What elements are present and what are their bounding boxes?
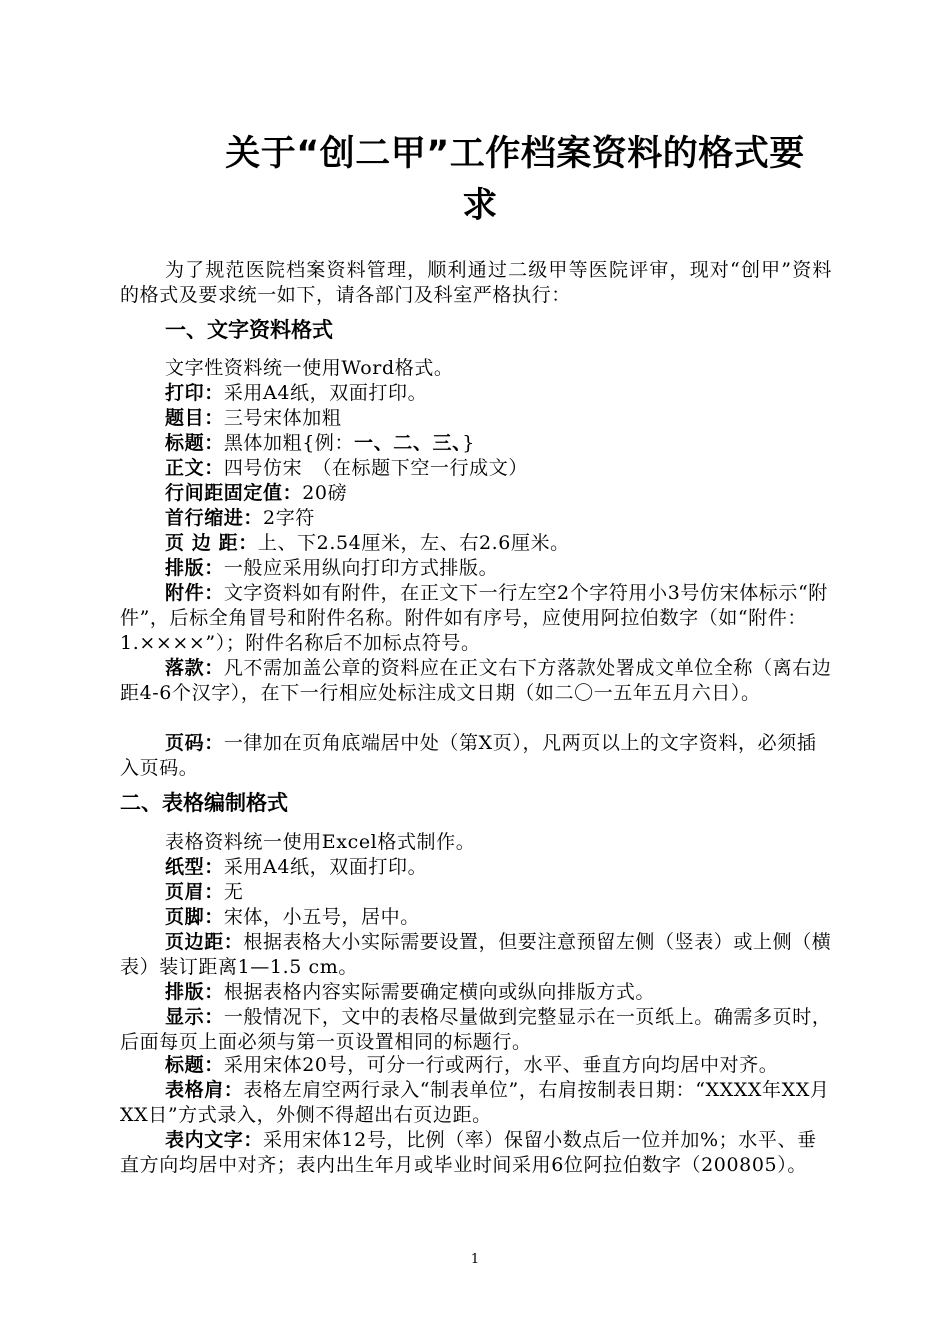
- item-key: 页眉：: [165, 881, 224, 903]
- item-key: 页码：: [165, 732, 224, 754]
- item-value: 一般应采用纵向打印方式排版。: [223, 557, 499, 579]
- item-value: 采用宋体12号，比例（率）保留小数点后一位并加%；水平、垂直方向均居中对齐；表内出生年月或毕业时间采用6位阿拉伯数字（200805）。: [120, 1129, 817, 1176]
- s2-item-title: [120, 1053, 832, 1078]
- s1-item-subject: [120, 406, 832, 431]
- item-value: 2字符: [263, 507, 315, 529]
- section-1-heading: 一、文字资料格式: [165, 318, 333, 342]
- s1-item-page-number: [120, 731, 832, 781]
- item-value: 根据表格大小实际需要设置，但要注意预留左侧（竖表）或上侧（横表）装订距离1—1.5 cm。: [120, 931, 832, 978]
- item-key: 附件：: [165, 582, 224, 604]
- s1-item-line-spacing: [120, 481, 832, 506]
- s2-item-table-text: [120, 1128, 832, 1178]
- s1-item-heading: [120, 431, 832, 456]
- item-value: 根据表格内容实际需要确定横向或纵向排版方式。: [223, 981, 656, 1003]
- s1-item-body: [120, 456, 832, 481]
- s1-item-print: [120, 381, 832, 406]
- title-line-1: 关于“创二甲”工作档案资料的格式要: [225, 134, 805, 174]
- item-key: 显示：: [165, 1006, 224, 1028]
- item-key: 正文：: [165, 457, 224, 479]
- item-value: 宋体，小五号，居中。: [223, 906, 420, 928]
- item-value: 一律加在页角底端居中处（第X页），凡两页以上的文字资料，必须插入页码。: [120, 732, 817, 779]
- item-key: 题目：: [165, 407, 224, 429]
- section-1-lead: 文字性资料统一使用Word格式。: [165, 357, 454, 379]
- item-key: 排版：: [165, 981, 224, 1003]
- item-key: 落款：: [165, 657, 224, 679]
- section-2-lead: 表格资料统一使用Excel格式制作。: [165, 831, 476, 853]
- item-value: 采用A4纸，双面打印。: [223, 856, 428, 878]
- item-value: 表格左肩空两行录入“制表单位”，右肩按制表日期：“XXXX年XX月XX日”方式录入，外侧不得超出右页边距。: [120, 1079, 830, 1126]
- item-key: 表格肩：: [165, 1079, 244, 1101]
- item-key: 表内文字：: [165, 1129, 264, 1151]
- item-key: 页脚：: [165, 906, 224, 928]
- item-value: 凡不需加盖公章的资料应在正文右下方落款处署成文单位全称（离右边距4-6个汉字），在下一行相应处标注成文日期（如二〇一五年五月六日）。: [120, 657, 832, 704]
- item-key: 打印：: [165, 382, 224, 404]
- item-value: 黑体加粗{例：: [223, 432, 355, 454]
- s2-item-header: [120, 880, 832, 905]
- s1-item-first-indent: [120, 506, 832, 531]
- title-line-2: 求: [462, 186, 498, 226]
- item-key: 行间距固定值：: [165, 482, 303, 504]
- item-key: 页 边 距：: [165, 532, 258, 554]
- s2-item-table-shoulder: [120, 1078, 832, 1128]
- item-value: 上、下2.54厘米，左、右2.6厘米。: [257, 532, 570, 554]
- item-value: 20磅: [302, 482, 348, 504]
- s2-item-layout: [120, 980, 832, 1005]
- s2-item-margins: [120, 930, 832, 980]
- item-bold-example: 一、二、三、: [354, 432, 463, 454]
- page-number: 1: [470, 1252, 480, 1267]
- item-value: 采用宋体20号，可分一行或两行，水平、垂直方向均居中对齐。: [223, 1054, 779, 1076]
- item-value: 采用A4纸，双面打印。: [223, 382, 428, 404]
- item-value: 三号宋体加粗: [223, 407, 342, 429]
- item-key: 排版：: [165, 557, 224, 579]
- item-value: 文字资料如有附件，在正文下一行左空2个字符用小3号仿宋体标示“附件”，后标全角冒号和附件名称。附件如有序号，应使用阿拉伯数字（如“附件：1.××××”）；附件名称后不加标点符号。: [120, 582, 828, 654]
- item-value: 无: [223, 881, 244, 903]
- item-tail: }: [462, 432, 475, 454]
- item-key: 首行缩进：: [165, 507, 264, 529]
- item-value: 四号仿宋 （在标题下空一行成文）: [223, 457, 528, 479]
- item-key: 标题：: [165, 432, 224, 454]
- s2-item-display: [120, 1005, 832, 1055]
- intro-paragraph: 为了规范医院档案资料管理，顺利通过二级甲等医院评审，现对“创甲”资料的格式及要求统一如下，请各部门及科室严格执行：: [120, 259, 832, 306]
- s1-item-layout: [120, 556, 832, 581]
- item-key: 标题：: [165, 1054, 224, 1076]
- s1-item-margins: [120, 531, 832, 556]
- s2-item-footer: [120, 905, 832, 930]
- section-2-heading: 二、表格编制格式: [120, 791, 288, 815]
- item-key: 页边距：: [165, 931, 244, 953]
- s2-item-paper: [120, 855, 832, 880]
- item-key: 纸型：: [165, 856, 224, 878]
- item-value: 一般情况下，文中的表格尽量做到完整显示在一页纸上。确需多页时，后面每页上面必须与第一页设置相同的标题行。: [120, 1006, 832, 1053]
- s1-item-signature: [120, 656, 832, 706]
- document-title: [120, 128, 830, 232]
- s1-item-attachment: [120, 581, 832, 656]
